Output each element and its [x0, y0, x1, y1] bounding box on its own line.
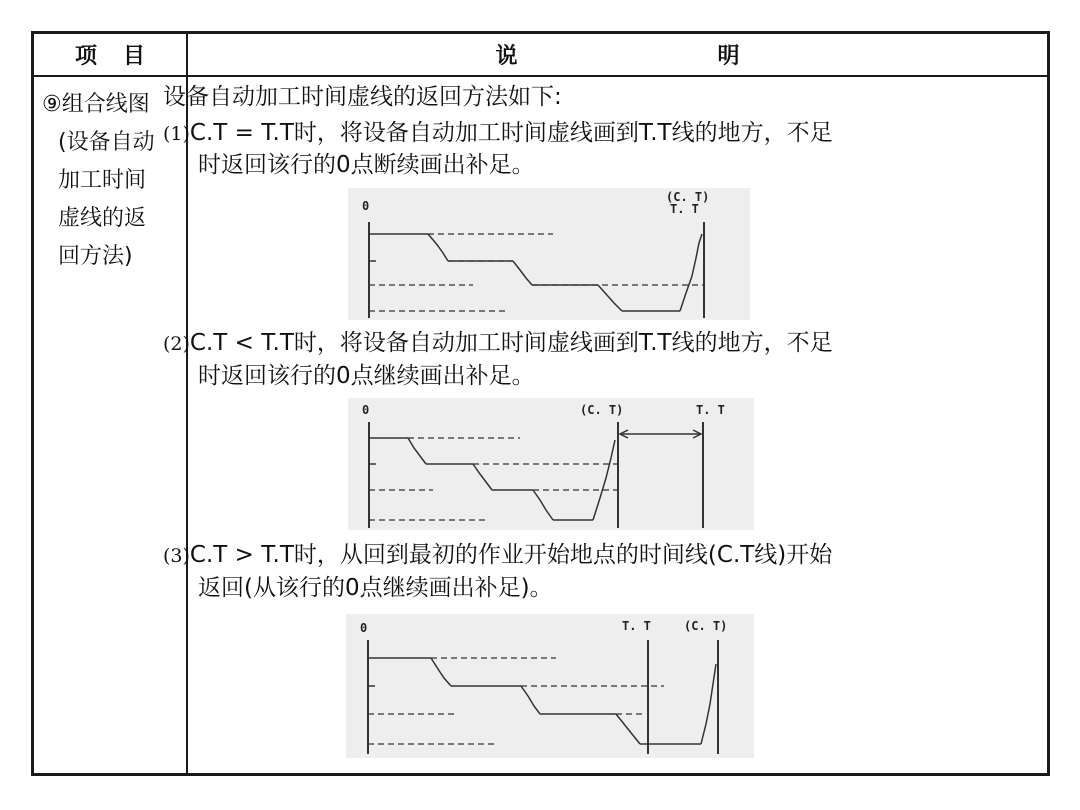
case-3-continuation: 返回(从该行的0点继续画出补足)。 — [198, 575, 553, 601]
case-3-number: (3) — [163, 545, 190, 567]
diagram-3 — [346, 614, 754, 758]
case-1-line — [163, 118, 833, 149]
case-3-text: C.T > T.T时，从回到最初的作业开始地点的时间线(C.T线)开始 — [189, 542, 833, 568]
item-title: ⑨组合线图 — [42, 92, 150, 117]
diagram-1-label-tt: T. T — [670, 202, 699, 216]
case-2-continuation: 时返回该行的0点继续画出补足。 — [198, 363, 535, 389]
diagram-3-zero: 0 — [360, 621, 368, 635]
diagram-2-svg — [348, 398, 754, 530]
diagram-3-svg — [346, 614, 754, 758]
item-cell — [42, 86, 184, 276]
diagram-3-label-tt: T. T — [622, 619, 651, 633]
header-item-char-1: 项 — [74, 44, 97, 69]
diagram-2-label-ct: (C. T) — [580, 403, 624, 417]
item-subtitle-line-4: 回方法) — [58, 244, 133, 269]
diagram-2-zero: 0 — [362, 403, 370, 417]
intro-text: 设备自动加工时间虚线的返回方法如下: — [163, 84, 562, 110]
case-2-line — [163, 328, 833, 359]
case-1-number: (1) — [163, 123, 190, 145]
diagram-1-zero: 0 — [362, 199, 370, 213]
header-item-char-2: 目 — [123, 44, 146, 69]
header-desc-char-1: 说 — [495, 44, 518, 69]
case-1-continuation: 时返回该行的0点断续画出补足。 — [198, 152, 535, 178]
diagram-1 — [348, 188, 750, 320]
diagram-3-label-ct: (C. T) — [684, 619, 728, 633]
diagram-2 — [348, 398, 754, 530]
case-1-text: C.T = T.T时，将设备自动加工时间虚线画到T.T线的地方，不足 — [189, 120, 833, 146]
diagram-2-label-tt: T. T — [696, 403, 725, 417]
diagram-1-svg — [348, 188, 750, 320]
header-description — [188, 34, 1047, 75]
case-2-text: C.T < T.T时，将设备自动加工时间虚线画到T.T线的地方，不足 — [189, 330, 833, 356]
case-3-line — [163, 540, 832, 571]
item-subtitle-line-3: 虚线的返 — [58, 206, 147, 231]
item-subtitle-line-2: 加工时间 — [58, 168, 147, 193]
diagram-1-label-ct: (C. T) — [666, 190, 710, 204]
case-2-number: (2) — [163, 333, 190, 355]
item-subtitle-line-1: (设备自动 — [58, 130, 155, 155]
header-item — [34, 34, 186, 75]
header-desc-char-2: 明 — [717, 44, 740, 69]
